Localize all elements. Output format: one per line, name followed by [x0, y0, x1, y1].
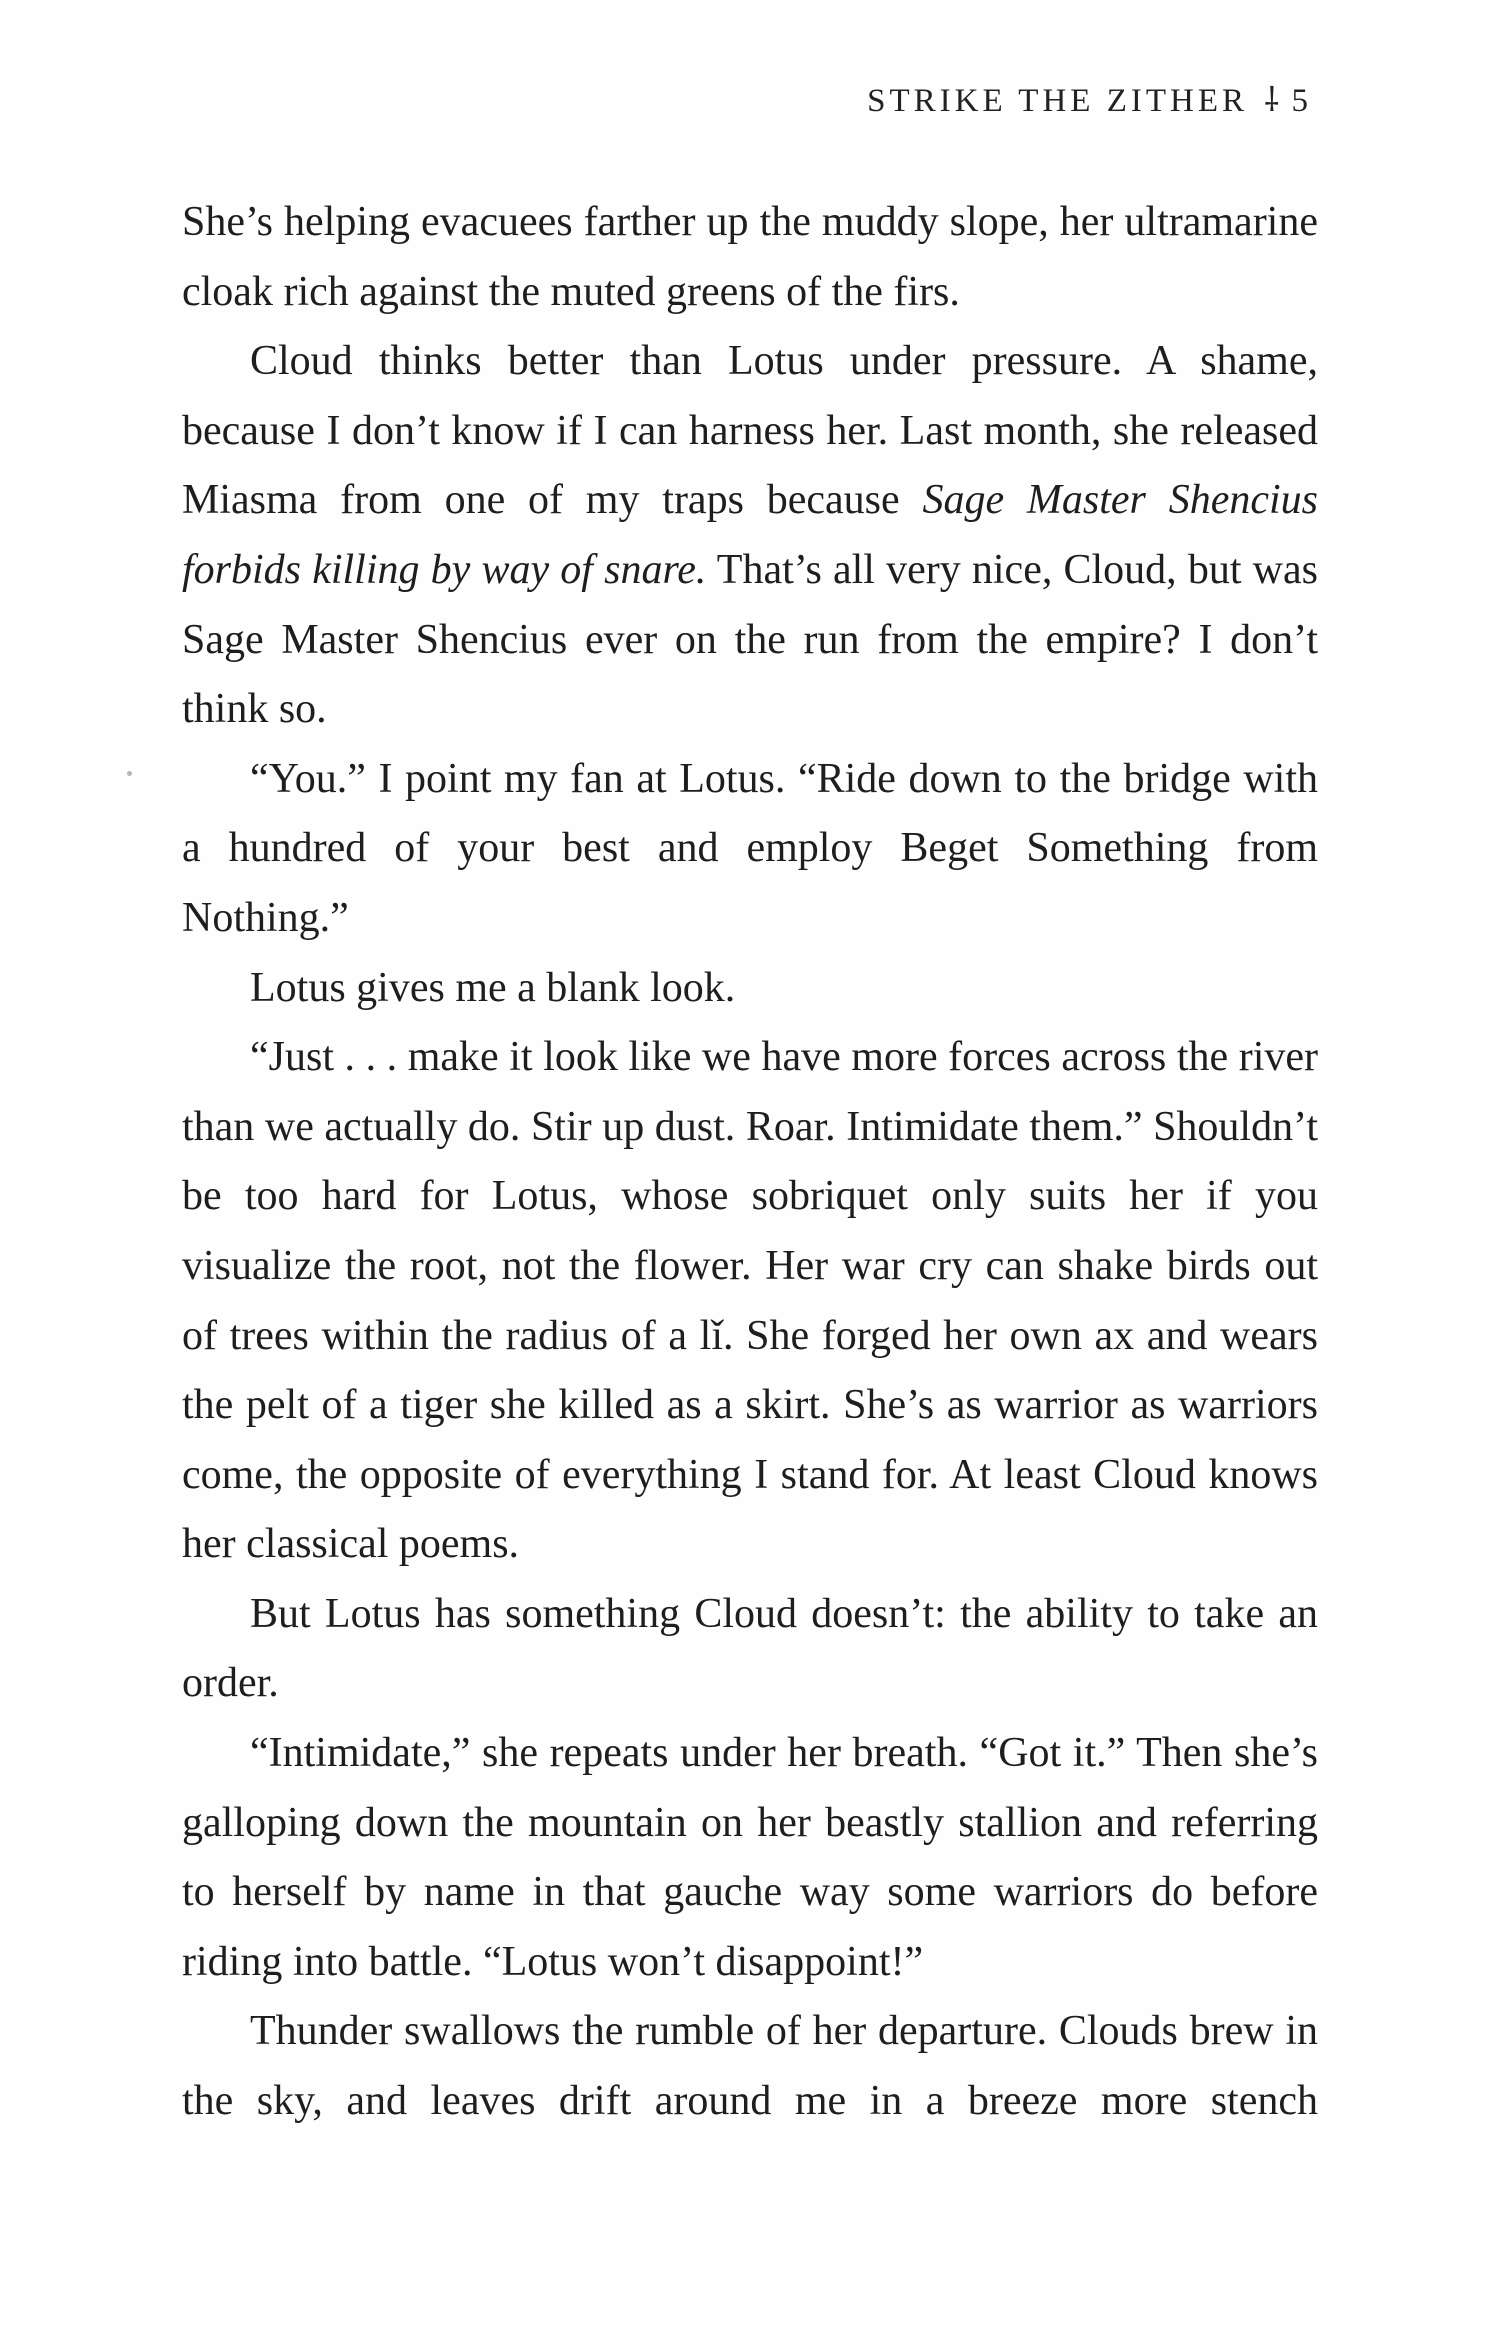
- body-text: [182, 188, 1318, 2137]
- body-paragraph: [182, 1997, 1318, 2136]
- running-title: STRIKE THE ZITHER: [867, 83, 1249, 119]
- page-number: 5: [1291, 83, 1308, 119]
- scan-speck: [127, 771, 132, 776]
- text-run: “Just . . . make it look like we have more forces across the river than we actually do. Stir up dust. Roar. Intimidate them.” Shouldn’t be too hard for Lotus, whose sobriquet only suits her if you visualize the root, not the flower. Her war cry can shake birds out of trees within the radius of a lǐ. She forged her own ax and wears the pelt of a tiger she killed as a skirt. She’s as warrior as warriors come, the opposite of everything I stand for. At least Cloud knows her classical poems.: [182, 1034, 1318, 1568]
- text-run: She’s helping evacuees farther up the muddy slope, her ultramarine cloak rich against the muted greens of the firs.: [182, 199, 1318, 315]
- text-run: Cloud thinks better than Lotus under pressure. A shame, because I don’t know if I can harness her. Last month, she released Miasma from one of my traps because: [182, 338, 1318, 524]
- body-paragraph: [182, 1023, 1318, 1580]
- running-header: [867, 76, 1308, 121]
- body-paragraph: [182, 188, 1318, 327]
- body-paragraph: [182, 1580, 1318, 1719]
- italic-phrase: Sage Master Shencius forbids killing by way of snare.: [182, 477, 1318, 593]
- header-separator-icon: ⸸: [1264, 83, 1280, 119]
- body-paragraph: [182, 954, 1318, 1024]
- body-paragraph: [182, 327, 1318, 745]
- text-run: That’s all very nice, Cloud, but was Sage Master Shencius ever on the run from the empire? I don’t think so.: [182, 546, 1318, 733]
- text-run: “You.” I point my fan at Lotus. “Ride down to the bridge with a hundred of your best and employ Beget Something from Nothing.”: [182, 755, 1318, 941]
- text-run: But Lotus has something Cloud doesn’t: the ability to take an order.: [182, 1590, 1318, 1707]
- body-paragraph: [182, 1719, 1318, 1997]
- body-paragraph: [182, 745, 1318, 954]
- text-run: Thunder swallows the rumble of her departure. Clouds brew in the sky, and leaves drift around me in a breeze more stench: [182, 2008, 1318, 2125]
- text-run: “Intimidate,” she repeats under her breath. “Got it.” Then she’s galloping down the mountain on her beastly stallion and referring to herself by name in that gauche way some warriors do before riding into battle. “Lotus won’t disappoint!”: [182, 1730, 1318, 1985]
- text-run: Lotus gives me a blank look.: [250, 964, 736, 1011]
